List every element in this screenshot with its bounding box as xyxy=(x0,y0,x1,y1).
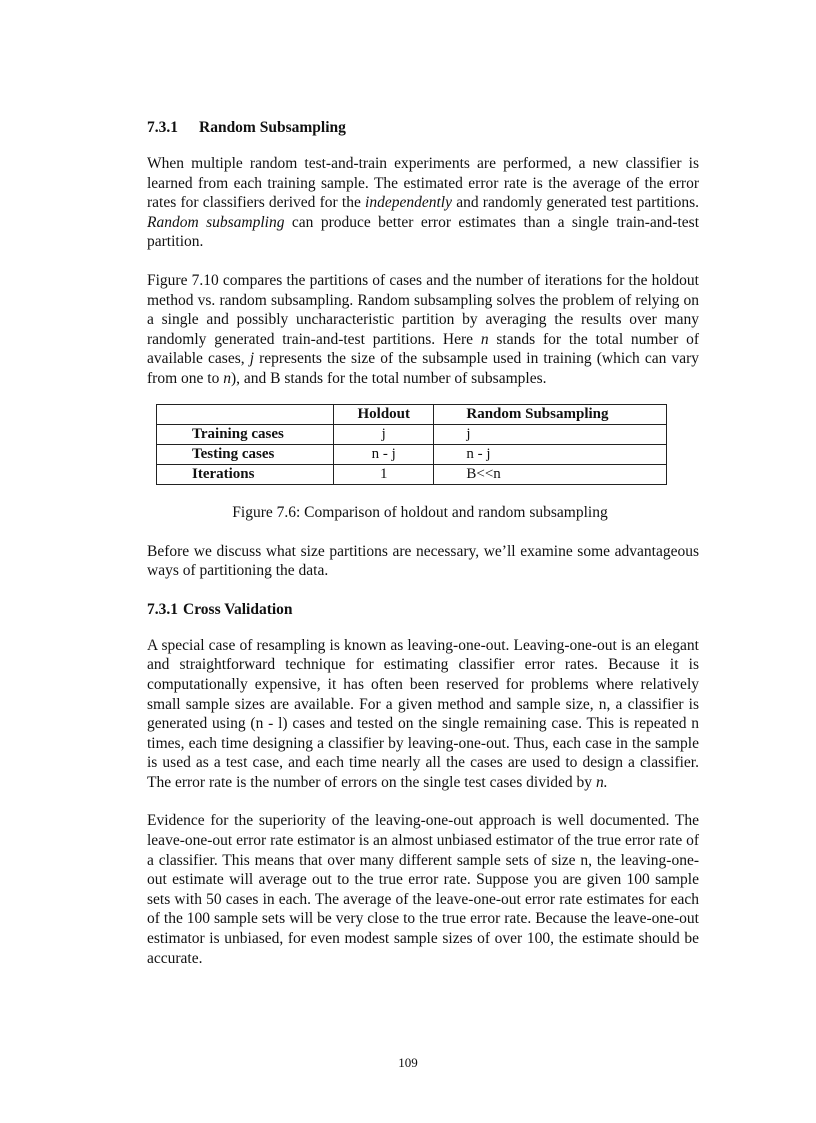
table-row xyxy=(157,444,667,464)
table-cell: j xyxy=(434,424,667,444)
section-heading-cross-validation xyxy=(147,600,699,620)
paragraph-leaving-one-out xyxy=(147,636,699,793)
emphasis-text: independently xyxy=(365,194,452,212)
emphasis-text: n. xyxy=(595,773,608,791)
figure-caption: Figure 7.6: Comparison of holdout and random subsampling xyxy=(232,503,608,521)
table-row-label: Iterations xyxy=(157,464,334,484)
text-run: stands for the total number of available cases, xyxy=(147,330,699,368)
table-header-cell xyxy=(157,404,334,424)
page-body xyxy=(147,118,699,968)
section-number: 7.3.1 xyxy=(147,119,178,136)
table-row-label: Testing cases xyxy=(157,444,334,464)
page-number: 109 xyxy=(398,1055,418,1070)
text-run: Before we discuss what size partitions are necessary, we’ll examine some advantageous ways of partitioning the data. xyxy=(147,542,699,580)
section-title: Cross Validation xyxy=(183,600,293,618)
paragraph-evidence xyxy=(147,811,699,968)
emphasis-text: n xyxy=(223,369,231,387)
comparison-table xyxy=(156,404,667,485)
paragraph-random-subsampling-intro xyxy=(147,154,699,252)
table-header-cell: Holdout xyxy=(334,404,434,424)
emphasis-text: Random subsampling xyxy=(147,213,285,231)
table-header-row xyxy=(157,404,667,424)
table-row xyxy=(157,464,667,484)
emphasis-text: n xyxy=(480,330,489,348)
text-run: Evidence for the superiority of the leaving-one-out approach is well documented. The leave-one-out error rate estimator is an almost unbiased estimator of the true error rate of a classifier. This means that over many different sample sets of size n, the leaving-one-out estimate will average out to the true error rate. Suppose you are given 100 sample sets with 50 cases in each. The average of the leave-one-out error rate estimates for each of the 100 sample sets will be very close to the true error rate. Because the leave-one-out estimator is unbiased, for even modest sample sizes of over 100, the estimate should be accurate. xyxy=(147,812,699,967)
section-number: 7.3.1 xyxy=(147,600,178,618)
text-run: A special case of resampling is known as leaving-one-out. Leaving-one-out is an elegant and straightforward technique for estimating classifier error rates. Because it is computationally expensive, it has often been reserved for problems where relatively small sample sizes are available. For a given method and sample size, n, a classifier is generated using (n - l) cases and tested on the single remaining case. This is repeated n times, each time designing a classifier by leaving-one-out. Thus, each case in the sample is used as a test case, and each time nearly all the cases are used to design a classifier. The error rate is the number of errors on the single test cases divided by xyxy=(147,636,699,791)
section-title: Random Subsampling xyxy=(199,119,346,136)
table-cell: j xyxy=(334,424,434,444)
text-run: can produce better error estimates than a single train-and-test partition. xyxy=(147,213,699,251)
table-cell: B<<n xyxy=(434,464,667,484)
table-header-cell: Random Subsampling xyxy=(434,404,667,424)
text-run: represents the size of the subsample used in training (which can vary from one to xyxy=(147,350,700,387)
text-run: ), and B stands for the total number of subsamples. xyxy=(230,369,547,387)
table-row-label: Training cases xyxy=(157,424,334,444)
table-cell: n - j xyxy=(434,444,667,464)
table-cell: 1 xyxy=(334,464,434,484)
section-heading-random-subsampling xyxy=(147,118,699,138)
paragraph-figure-comparison xyxy=(147,271,699,389)
text-run: When multiple random test-and-train experiments are performed, a new classifier is learned from each training sample. The estimated error rate is the average of the error rates for classifiers derived for the xyxy=(147,155,699,212)
text-run: and randomly generated test partitions. xyxy=(452,194,700,212)
table-row xyxy=(157,424,667,444)
text-run: Figure 7.10 compares the partitions of cases and the number of iterations for the holdout method vs. random subsampling. Random subsampling solves the problem of relying on a single and possibly uncharacteristic partition by averaging the results over many randomly generated train-and-test partitions. Here xyxy=(147,271,699,348)
emphasis-text: j xyxy=(249,350,255,368)
table-cell: n - j xyxy=(334,444,434,464)
paragraph-partitioning xyxy=(147,542,699,581)
